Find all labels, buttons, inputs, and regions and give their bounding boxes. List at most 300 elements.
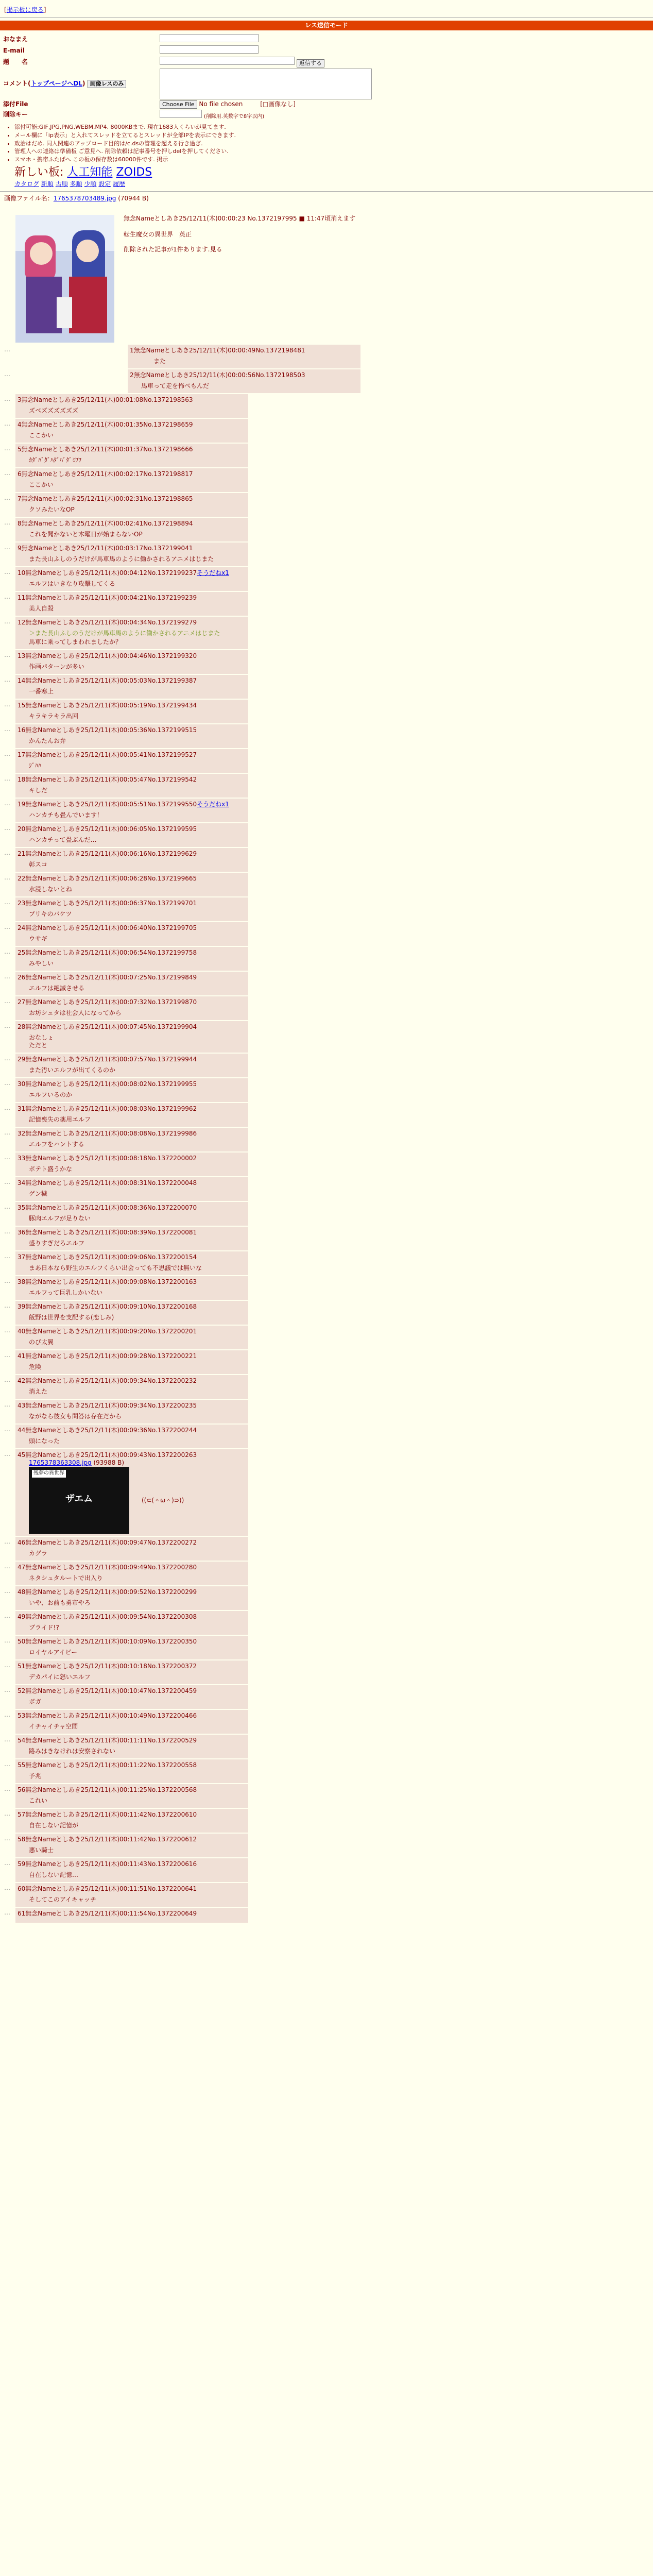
reply-number: 45 — [18, 1451, 26, 1459]
reply-body: 自在しない記憶が — [29, 1822, 79, 1829]
reply-marker: … — [4, 1760, 10, 1768]
reply-meta[interactable]: 無念Nameとしあき25/12/11(木)00:03:17No.1372199041 — [21, 545, 193, 552]
reply-meta[interactable]: 無念Nameとしあき25/12/11(木)00:02:31No.1372198865 — [21, 495, 193, 503]
reply-header — [18, 900, 244, 907]
reply-box — [15, 650, 248, 674]
divider — [0, 17, 653, 18]
reply-meta[interactable]: 無念Nameとしあき25/12/11(木)00:11:42No.1372200612 — [25, 1836, 197, 1843]
reply-marker: … — [4, 1563, 10, 1570]
sodane-button[interactable]: そうだねx1 — [197, 801, 229, 808]
reply-box — [128, 369, 360, 393]
reply-number: 18 — [18, 776, 26, 784]
reply-meta[interactable]: 無念Nameとしあき25/12/11(木)00:10:18No.1372200372 — [25, 1663, 197, 1670]
reply-marker: … — [4, 1637, 10, 1645]
reply-meta[interactable]: 無念Nameとしあき25/12/11(木)00:05:19No.1372199434 — [25, 702, 197, 709]
reply-meta[interactable]: 無念Nameとしあき25/12/11(木)00:09:43No.1372200263 — [25, 1451, 197, 1459]
reply-file-size: (93988 B) — [93, 1459, 125, 1467]
reply-number: 2 — [130, 371, 134, 379]
rule-item: • 管理人への連絡は準備板 ご意見へ. 削除依頼は記事番号を押しdelを押してください. — [14, 148, 653, 155]
reply-header — [18, 1253, 244, 1261]
reply-header — [18, 1328, 244, 1335]
reply-row — [4, 468, 649, 492]
reply-header — [18, 520, 244, 528]
reply-box — [15, 873, 248, 896]
reply-body: 馬車に乗ってしまわれましたか？ — [29, 638, 122, 646]
reply-meta[interactable]: 無念Nameとしあき25/12/11(木)00:06:16No.1372199629 — [25, 850, 197, 858]
reply-meta[interactable]: 無念Nameとしあき25/12/11(木)00:00:56No.1372198503 — [133, 371, 305, 379]
reply-body: 記憶喪失の薬用エルフ — [29, 1116, 91, 1124]
reply-number: 54 — [18, 1737, 26, 1744]
reply-number: 32 — [18, 1130, 26, 1138]
reply-meta[interactable]: 無念Nameとしあき25/12/11(木)00:05:36No.1372199515 — [25, 726, 197, 734]
reply-box — [15, 468, 248, 492]
reply-meta[interactable]: 無念Nameとしあき25/12/11(木)00:09:10No.1372200168 — [25, 1303, 197, 1311]
reply-number: 1 — [130, 347, 134, 354]
reply-number: 60 — [18, 1885, 26, 1893]
reply-header — [18, 1564, 244, 1571]
reply-header — [18, 825, 244, 833]
reply-row — [4, 1834, 649, 1857]
reply-thumbnail[interactable] — [29, 1467, 129, 1534]
reply-box — [15, 1660, 248, 1684]
reply-marker: … — [4, 651, 10, 659]
reply-number: 7 — [18, 495, 22, 503]
reply-meta[interactable]: 無念Nameとしあき25/12/11(木)00:08:02No.1372199955 — [25, 1080, 197, 1088]
catalog-link[interactable]: カタログ — [14, 180, 40, 188]
reply-row — [4, 1103, 649, 1127]
reply-row — [4, 947, 649, 971]
reply-meta[interactable]: 無念Nameとしあき25/12/11(木)00:05:41No.1372199527 — [25, 751, 197, 759]
reply-row — [4, 1759, 649, 1783]
reply-marker: … — [4, 800, 10, 807]
reply-meta[interactable]: 無念Nameとしあき25/12/11(木)00:04:12No.1372199237 — [25, 569, 197, 577]
reply-box — [15, 419, 248, 443]
board-link-ai[interactable]: 人工知能 — [67, 165, 113, 179]
reply-meta[interactable]: 無念Nameとしあき25/12/11(木)00:08:39No.1372200081 — [25, 1229, 197, 1236]
reply-box — [15, 1562, 248, 1585]
rule-item: • スマホ・携帯ふたばへ この板の保存数は60000件です. 掲示 — [14, 156, 653, 163]
reply-box — [15, 592, 248, 616]
reply-row — [4, 823, 649, 847]
choose-file-button[interactable]: Choose File — [160, 100, 197, 109]
reply-number: 48 — [18, 1588, 26, 1596]
reply-header — [18, 1427, 244, 1434]
reply-marker: … — [4, 973, 10, 980]
reply-header — [18, 1860, 244, 1868]
reply-row — [4, 1636, 649, 1659]
reply-meta[interactable]: 無念Nameとしあき25/12/11(木)00:10:09No.1372200350 — [25, 1638, 197, 1646]
sort-new-link[interactable]: 新順 — [41, 180, 54, 188]
reply-meta[interactable]: 無念Nameとしあき25/12/11(木)00:07:45No.1372199904 — [25, 1023, 197, 1031]
delkey-input[interactable] — [160, 110, 202, 118]
reply-marker: … — [4, 494, 10, 502]
reply-row — [4, 996, 649, 1020]
reply-body: そしてこのアイキャッチ — [29, 1896, 96, 1904]
reply-marker: … — [4, 849, 10, 857]
sort-old-link[interactable]: 古順 — [55, 180, 68, 188]
reply-header — [18, 1204, 244, 1212]
comment-textarea[interactable] — [160, 69, 372, 99]
submit-button[interactable]: 返信する — [297, 59, 324, 67]
reply-meta[interactable]: 無念Nameとしあき25/12/11(木)00:08:18No.1372200002 — [25, 1155, 197, 1162]
board-link-zoids[interactable]: ZOIDS — [116, 165, 152, 179]
reply-marker: … — [4, 1711, 10, 1719]
reply-row — [4, 394, 649, 418]
reply-number: 16 — [18, 726, 26, 734]
reply-marker: … — [4, 1884, 10, 1892]
reply-marker: … — [4, 725, 10, 733]
rule-item: • 政治はだめ. 同人関連のアップロード目的は/c.dsの管理を超える行き過ぎ. — [14, 140, 653, 147]
reply-marker: … — [4, 676, 10, 684]
reply-meta[interactable]: 無念Nameとしあき25/12/11(木)00:06:05No.1372199595 — [25, 825, 197, 833]
reply-marker: … — [4, 1376, 10, 1384]
reply-meta[interactable]: 無念Nameとしあき25/12/11(木)00:09:36No.1372200244 — [25, 1427, 197, 1434]
rule-item: • 添付可能:GIF,JPG,PNG,WEBM,MP4. 8000KBまで. 現在1683人くらいが見てます. — [14, 124, 653, 131]
reply-header — [18, 875, 244, 883]
reply-meta[interactable]: 無念Nameとしあき25/12/11(木)00:08:03No.1372199962 — [25, 1105, 197, 1113]
reply-marker: … — [4, 519, 10, 527]
reply-body: デカパイに怒いエルフ — [29, 1673, 91, 1681]
reply-header — [18, 652, 244, 660]
reply-header — [18, 1352, 244, 1360]
reply-meta[interactable]: 無念Nameとしあき25/12/11(木)00:01:08No.1372198563 — [21, 396, 193, 404]
reply-meta[interactable]: 無念Nameとしあき25/12/11(木)00:04:21No.1372199239 — [25, 594, 197, 602]
reply-body: クソみたいなOP — [29, 506, 75, 514]
reply-number: 40 — [18, 1328, 26, 1335]
reply-marker: … — [4, 346, 10, 353]
reply-number: 17 — [18, 751, 26, 759]
reply-number: 27 — [18, 998, 26, 1006]
reply-number: 57 — [18, 1811, 26, 1819]
reply-row — [4, 617, 649, 649]
reply-row — [4, 518, 649, 541]
reply-number: 8 — [18, 520, 22, 528]
reply-meta[interactable]: 無念Nameとしあき25/12/11(木)00:05:47No.1372199542 — [25, 776, 197, 784]
reply-meta[interactable]: 無念Nameとしあき25/12/11(木)00:07:25No.1372199849 — [25, 974, 197, 981]
reply-marker: … — [4, 1736, 10, 1743]
reply-header — [18, 1687, 244, 1695]
file-label: 添付File — [3, 100, 28, 108]
reply-row — [4, 1054, 649, 1077]
op-deleted-note[interactable]: 削除された記事が1件あります.見る — [124, 246, 222, 253]
reply-meta[interactable]: 無念Nameとしあき25/12/11(木)00:11:54No.1372200649 — [25, 1910, 197, 1918]
reply-box — [15, 922, 248, 946]
reply-marker: … — [4, 701, 10, 708]
reply-marker: … — [4, 948, 10, 956]
reply-meta[interactable]: 無念Nameとしあき25/12/11(木)00:09:49No.1372200280 — [25, 1564, 197, 1571]
reply-number: 22 — [18, 875, 26, 883]
reply-number: 36 — [18, 1229, 26, 1236]
reply-header — [18, 1130, 244, 1138]
reply-number: 53 — [18, 1712, 26, 1720]
reply-meta[interactable]: 無念Nameとしあき25/12/11(木)00:11:43No.1372200616 — [25, 1860, 197, 1868]
reply-row — [4, 1449, 649, 1536]
reply-row — [4, 1562, 649, 1585]
reply-meta[interactable]: 無念Nameとしあき25/12/11(木)00:10:47No.1372200459 — [25, 1687, 197, 1695]
reply-meta[interactable]: 無念Nameとしあき25/12/11(木)00:11:22No.1372200558 — [25, 1761, 197, 1769]
reply-header — [18, 1080, 244, 1088]
reply-header — [18, 1910, 244, 1918]
reply-box — [15, 1636, 248, 1659]
reply-box — [15, 749, 248, 773]
reply-box — [15, 1276, 248, 1300]
reply-meta[interactable]: 無念Nameとしあき25/12/11(木)00:02:41No.1372198894 — [21, 520, 193, 528]
reply-box — [15, 1586, 248, 1610]
reply-marker: … — [4, 824, 10, 832]
sort-few-link[interactable]: 少順 — [84, 180, 97, 188]
op-file-line: 画像ファイル名：1765378703489.jpg (70944 B) — [4, 195, 149, 202]
reply-header — [18, 1761, 244, 1769]
reply-row — [4, 1858, 649, 1882]
reply-meta[interactable]: 無念Nameとしあき25/12/11(木)00:09:54No.1372200308 — [25, 1613, 197, 1621]
delkey-note: (削除用.英数字で8字以内) — [203, 113, 265, 120]
reply-header — [18, 421, 244, 429]
reply-number: 35 — [18, 1204, 26, 1212]
reply-row — [4, 700, 649, 723]
reply-box — [15, 1834, 248, 1857]
reply-meta[interactable]: 無念Nameとしあき25/12/11(木)00:11:11No.1372200529 — [25, 1737, 197, 1744]
reply-meta[interactable]: 無念Nameとしあき25/12/11(木)00:09:52No.1372200299 — [25, 1588, 197, 1596]
sodane-button[interactable]: そうだねx1 — [197, 569, 229, 577]
reply-meta[interactable]: 無念Nameとしあき25/12/11(木)00:08:08No.1372199986 — [25, 1130, 197, 1138]
reply-meta[interactable]: 無念Nameとしあき25/12/11(木)00:11:51No.1372200641 — [25, 1885, 197, 1893]
reply-number: 3 — [18, 396, 22, 404]
reply-body: 馬車って走を怖べもんだ — [141, 382, 210, 390]
reply-body: まあ日本なら野生のエルフくらい出会っても不思議では無いな — [29, 1264, 202, 1272]
reply-header — [18, 1885, 244, 1893]
reply-meta[interactable]: 無念Nameとしあき25/12/11(木)00:10:49No.1372200466 — [25, 1712, 197, 1720]
reply-box — [15, 1611, 248, 1635]
reply-marker: … — [4, 874, 10, 882]
reply-header — [18, 1451, 244, 1459]
reply-header — [130, 371, 356, 379]
reply-file-line — [29, 1459, 244, 1467]
reply-number: 4 — [18, 421, 22, 429]
reply-meta[interactable]: 無念Nameとしあき25/12/11(木)00:01:37No.1372198666 — [21, 446, 193, 453]
reply-meta[interactable]: 無念Nameとしあき25/12/11(木)00:05:03No.1372199387 — [25, 677, 197, 685]
reply-box — [15, 1735, 248, 1758]
settings-link[interactable]: 設定 — [98, 180, 111, 188]
reply-meta[interactable]: 無念Nameとしあき25/12/11(木)00:09:47No.1372200272 — [25, 1539, 197, 1547]
reply-meta[interactable]: 無念Nameとしあき25/12/11(木)00:09:20No.1372200201 — [25, 1328, 197, 1335]
reply-meta[interactable]: 無念Nameとしあき25/12/11(木)00:01:35No.1372198659 — [21, 421, 193, 429]
reply-marker: … — [4, 899, 10, 906]
reply-body: エルフって巨乳しかいない — [29, 1289, 103, 1297]
reply-body: お坊シュタは社会人になってから — [29, 1009, 122, 1017]
reply-meta[interactable]: 無念Nameとしあき25/12/11(木)00:04:46No.1372199320 — [25, 652, 197, 660]
reply-row — [4, 1021, 649, 1053]
reply-header — [18, 1638, 244, 1646]
reply-header — [18, 1105, 244, 1113]
reply-box — [15, 1425, 248, 1448]
reply-body: いや、お前も勇市やろ — [29, 1599, 91, 1607]
reply-box — [15, 774, 248, 798]
reply-body: キしだ — [29, 787, 48, 794]
reply-marker: … — [4, 775, 10, 783]
reply-row — [4, 493, 649, 517]
reply-box — [15, 1759, 248, 1783]
reply-box — [15, 1153, 248, 1176]
reply-marker: … — [4, 1079, 10, 1087]
reply-box — [15, 972, 248, 995]
reply-number: 5 — [18, 446, 22, 453]
reply-number: 50 — [18, 1638, 26, 1646]
sort-many-link[interactable]: 多順 — [70, 180, 82, 188]
reply-body: ｶﾀﾞﾊﾞﾀﾞﾊﾀﾞﾊﾞﾀﾞﾐﾜﾜ — [29, 456, 82, 464]
no-image-checkbox[interactable]: [□画像なし] — [260, 100, 296, 108]
reply-meta[interactable]: 無念Nameとしあき25/12/11(木)00:06:37No.1372199701 — [25, 900, 197, 907]
reply-meta[interactable]: 無念Nameとしあき25/12/11(木)00:11:42No.1372200610 — [25, 1811, 197, 1819]
file-none-text: No file chosen — [199, 100, 243, 108]
reply-row — [4, 592, 649, 616]
reply-row — [4, 1202, 649, 1226]
reply-marker: … — [4, 750, 10, 758]
reply-row — [4, 1685, 649, 1709]
reply-body: 悪い騎士 — [29, 1846, 54, 1854]
name-label: おなまえ — [3, 35, 28, 43]
reply-meta[interactable]: 無念Nameとしあき25/12/11(木)00:09:34No.1372200235 — [25, 1402, 197, 1410]
reply-box — [15, 1537, 248, 1561]
reply-box — [15, 1908, 248, 1923]
reply-marker: … — [4, 395, 10, 403]
reply-meta[interactable]: 無念Nameとしあき25/12/11(木)00:00:49No.1372198481 — [133, 347, 305, 354]
reply-header — [18, 974, 244, 981]
reply-body: 頭になった — [29, 1437, 60, 1445]
reply-meta[interactable]: 無念Nameとしあき25/12/11(木)00:06:40No.1372199705 — [25, 924, 197, 932]
reply-marker: … — [4, 445, 10, 452]
reply-header — [18, 1023, 244, 1031]
subject-input[interactable] — [160, 57, 295, 65]
name-input[interactable] — [160, 34, 259, 42]
reply-row — [4, 1227, 649, 1250]
reply-box — [15, 493, 248, 517]
history-link[interactable]: 履歴 — [113, 180, 126, 188]
subject-label: 題 名 — [3, 58, 28, 65]
reply-row — [4, 567, 649, 591]
image-only-button[interactable]: 画像レスのみ — [88, 80, 127, 88]
reply-box — [128, 345, 360, 368]
reply-body: 路みはきなけれは安察されない — [29, 1748, 116, 1755]
reply-number: 20 — [18, 825, 26, 833]
reply-meta[interactable]: 無念Nameとしあき25/12/11(木)00:09:28No.1372200221 — [25, 1352, 197, 1360]
reply-number: 39 — [18, 1303, 26, 1311]
reply-meta[interactable]: 無念Nameとしあき25/12/11(木)00:09:06No.1372200154 — [25, 1253, 197, 1261]
reply-marker: … — [4, 1835, 10, 1842]
reply-row — [4, 1809, 649, 1833]
reply-row — [4, 1251, 649, 1275]
reply-number: 25 — [18, 949, 26, 957]
delkey-label: 削除キー — [3, 111, 28, 118]
reply-meta[interactable]: 無念Nameとしあき25/12/11(木)00:06:28No.1372199665 — [25, 875, 197, 883]
reply-meta[interactable]: 無念Nameとしあき25/12/11(木)00:08:31No.1372200048 — [25, 1179, 197, 1187]
email-input[interactable] — [160, 45, 259, 54]
reply-marker: … — [4, 1662, 10, 1669]
reply-marker: … — [4, 1450, 10, 1458]
reply-header — [18, 924, 244, 932]
reply-meta[interactable]: 無念Nameとしあき25/12/11(木)00:07:57No.1372199944 — [25, 1056, 197, 1063]
reply-box — [15, 1054, 248, 1077]
reply-body: ハンカチって畳ぶんだ… — [29, 836, 97, 844]
reply-body: カグラ — [29, 1550, 48, 1557]
reply-box — [15, 617, 248, 649]
reply-body: 飯野は世界を支配する(恋しみ) — [29, 1314, 114, 1321]
reply-row — [4, 543, 649, 566]
reply-meta[interactable]: 無念Nameとしあき25/12/11(木)00:04:34No.1372199279 — [25, 619, 197, 626]
reply-row — [4, 1660, 649, 1684]
reply-number: 38 — [18, 1278, 26, 1286]
reply-file-link[interactable]: 1765378363308.jpg — [29, 1459, 92, 1467]
reply-meta[interactable]: 無念Nameとしあき25/12/11(木)00:09:08No.1372200163 — [25, 1278, 197, 1286]
reply-number: 33 — [18, 1155, 26, 1162]
op-body — [124, 215, 639, 253]
reply-box — [15, 1177, 248, 1201]
reply-header — [18, 1539, 244, 1547]
reply-number: 59 — [18, 1860, 26, 1868]
reply-row — [4, 922, 649, 946]
reply-meta[interactable]: 無念Nameとしあき25/12/11(木)00:06:54No.1372199758 — [25, 949, 197, 957]
reply-row — [4, 444, 649, 467]
reply-box — [15, 444, 248, 467]
reply-box — [15, 823, 248, 847]
reply-number: 14 — [18, 677, 26, 685]
op-thumbnail[interactable] — [15, 215, 114, 343]
reply-row — [4, 799, 649, 822]
reply-meta[interactable]: 無念Nameとしあき25/12/11(木)00:02:17No.1372198817 — [21, 470, 193, 478]
reply-row — [4, 1908, 649, 1923]
op-header: 無念Nameとしあき25/12/11(木)00:00:23 No.1372197995 ■ 11:47頃消えます — [124, 215, 356, 223]
reply-header — [18, 1663, 244, 1670]
reply-body: ブライド!? — [29, 1624, 59, 1632]
reply-meta[interactable]: 無念Nameとしあき25/12/11(木)00:11:25No.1372200568 — [25, 1786, 197, 1794]
reply-number: 29 — [18, 1056, 26, 1063]
reply-meta[interactable]: 無念Nameとしあき25/12/11(木)00:08:36No.1372200070 — [25, 1204, 197, 1212]
reply-header — [18, 776, 244, 784]
back-link[interactable]: 掲示板に戻る — [6, 6, 44, 13]
comment-label: コメント(トップページへDL) 画像レスのみ — [2, 68, 159, 100]
reply-box — [15, 1202, 248, 1226]
reply-meta[interactable]: 無念Nameとしあき25/12/11(木)00:07:32No.1372199870 — [25, 998, 197, 1006]
reply-box — [15, 1400, 248, 1423]
reply-row — [4, 1301, 649, 1325]
reply-number: 12 — [18, 619, 26, 626]
reply-number: 9 — [18, 545, 22, 552]
mode-bar: レス送信モード — [0, 21, 653, 30]
reply-header — [18, 751, 244, 759]
new-boards: 新しい板: 人工知能 ZOIDS — [14, 165, 152, 179]
reply-marker: … — [4, 420, 10, 428]
reply-box — [15, 1858, 248, 1882]
reply-meta[interactable]: 無念Nameとしあき25/12/11(木)00:05:51No.1372199550 — [25, 801, 197, 808]
reply-number: 46 — [18, 1539, 26, 1547]
reply-box — [15, 1809, 248, 1833]
reply-box — [15, 1227, 248, 1250]
reply-header — [18, 1588, 244, 1596]
op-file-link[interactable]: 1765378703489.jpg — [53, 195, 116, 202]
reply-header — [18, 1278, 244, 1286]
reply-row — [4, 345, 649, 368]
reply-body: ハンカチも畳んでいます！ — [29, 811, 104, 819]
reply-meta[interactable]: 無念Nameとしあき25/12/11(木)00:09:34No.1372200232 — [25, 1377, 197, 1385]
reply-row — [4, 1586, 649, 1610]
reply-number: 30 — [18, 1080, 26, 1088]
reply-header — [18, 801, 244, 808]
comment-dl-link[interactable]: トップページへDL — [30, 79, 83, 87]
reply-marker: … — [4, 1538, 10, 1546]
reply-body: 予兆 — [29, 1772, 42, 1780]
reply-header — [18, 1712, 244, 1720]
divider — [0, 191, 653, 192]
reply-marker: … — [4, 1129, 10, 1137]
